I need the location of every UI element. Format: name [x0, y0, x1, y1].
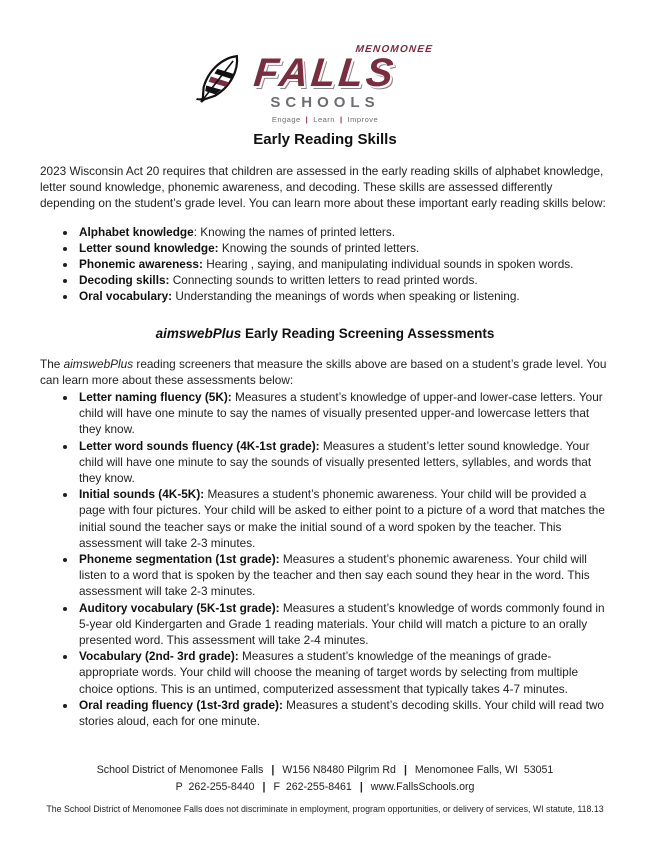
- document-body: [0, 163, 650, 729]
- skill-term: Phonemic awareness:: [79, 257, 203, 272]
- feather-icon: [193, 48, 245, 110]
- list-item: [77, 438, 610, 487]
- nondiscrimination-statement: The School District of Menomonee Falls does not discriminate in employment, program opportunities, or delivery of services, WI statute, 118.13: [46, 804, 604, 814]
- footer-line-1: [0, 762, 650, 779]
- street-address: W156 N8480 Pilgrim Rd: [282, 764, 396, 776]
- list-item: [77, 256, 610, 272]
- list-item: [77, 288, 610, 304]
- skill-term: Decoding skills:: [79, 273, 170, 288]
- reading-skills-list: [40, 224, 610, 305]
- assessment-desc: Measures a student’s knowledge of the meanings of grade-appropriate words. Your child will choose the meaning of target words by selecting from multiple choice options. This is an untimed, computerized assessment that typically takes 4-7 minutes.: [79, 649, 579, 696]
- para-pre: The: [40, 356, 64, 371]
- page-title: Early Reading Skills: [253, 131, 397, 148]
- fax-number: F 262-255-8461: [273, 781, 352, 793]
- heading-rest: Early Reading Screening Assessments: [241, 325, 495, 341]
- assessments-list: [40, 389, 610, 729]
- list-item: [77, 551, 610, 600]
- tagline-pipe: |: [305, 115, 309, 124]
- intro-paragraph: 2023 Wisconsin Act 20 requires that children are assessed in the early reading skills of alphabet knowledge, letter sound knowledge, phonemic awareness, and decoding. These skills are assessed differently depending on the student’s grade level. You can learn more about these important early reading skills below:: [40, 164, 606, 211]
- para-rest: reading screeners that measure the skills above are based on a student’s grade level. You can learn more about these assessments below:: [40, 356, 607, 387]
- school-logo: [205, 44, 445, 124]
- district-name: School District of Menomonee Falls: [96, 764, 264, 776]
- footer-pipe: |: [359, 781, 363, 793]
- list-item: [77, 272, 610, 288]
- skill-desc: Hearing , saying, and manipulating individual sounds in spoken words.: [202, 257, 574, 272]
- skill-desc: Knowing the sounds of printed letters.: [218, 240, 420, 255]
- skill-term: Oral vocabulary:: [79, 289, 173, 304]
- list-item: [77, 648, 610, 697]
- tagline-word: Improve: [347, 115, 379, 124]
- footer-pipe: |: [271, 764, 275, 776]
- assessment-term: Oral reading fluency (1st-3rd grade):: [79, 697, 283, 712]
- skill-term: Alphabet knowledge: [79, 224, 194, 239]
- tagline-pipe: |: [339, 115, 343, 124]
- list-item: [77, 486, 610, 551]
- assessment-desc: Measures a student’s phonemic awareness. Your child will be provided a page with four pictures. Your child will be asked to either point to a picture of a word that matches the initial sound the teacher says or make the initial sound of a word spoken by the teacher. This assessment will take 2-3 minutes.: [79, 487, 605, 550]
- section-heading: [40, 326, 610, 341]
- assessment-desc: Measures a student’s knowledge of upper-and lower-case letters. Your child will have one minute to say the names of visually presented upper-and lowercase letters that they know.: [79, 390, 603, 437]
- assessment-desc: Measures a student’s knowledge of words commonly found in 5-year old Kindergarten and Grade 1 reading materials. Your child will match a picture to an orally presented word. This assessment will take 2-4 minutes.: [79, 600, 605, 648]
- skill-desc: Understanding the meanings of words when speaking or listening.: [172, 289, 520, 304]
- assessment-term: Phoneme segmentation (1st grade):: [79, 552, 280, 567]
- tagline-word: Learn: [313, 115, 335, 124]
- list-item: [77, 697, 610, 729]
- assessment-term: Initial sounds (4K-5K):: [79, 487, 205, 502]
- footer-line-2: [0, 779, 650, 796]
- city-state-zip: Menomonee Falls, WI 53051: [414, 764, 554, 776]
- skill-desc: Connecting sounds to written letters to read printed words.: [169, 273, 478, 288]
- assessment-term: Auditory vocabulary (5K-1st grade):: [79, 600, 280, 615]
- assessment-term: Letter word sounds fluency (4K-1st grade):: [79, 438, 320, 453]
- phone-number: P 262-255-8440: [175, 781, 255, 793]
- heading-brand: aimswebPlus: [155, 325, 242, 341]
- logo-menomonee: MENOMONEE: [354, 44, 434, 55]
- assessments-paragraph: [40, 356, 610, 388]
- footer-pipe: |: [403, 764, 407, 776]
- footer-contact: [0, 762, 650, 796]
- list-item: [77, 600, 610, 649]
- para-brand: aimswebPlus: [63, 356, 134, 371]
- logo-falls: FALLS: [251, 51, 399, 95]
- website-url: www.FallsSchools.org: [370, 781, 475, 793]
- tagline-word: Engage: [271, 115, 301, 124]
- skill-desc: : Knowing the names of printed letters.: [193, 224, 396, 239]
- assessment-term: Vocabulary (2nd- 3rd grade):: [79, 649, 239, 664]
- list-item: [77, 224, 610, 240]
- logo-tagline: [205, 115, 445, 124]
- logo-schools: SCHOOLS: [270, 94, 380, 111]
- assessment-desc: Measures a student’s letter sound knowledge. Your child will have one minute to say the sounds of visually presented letters, syllables, and words that they know.: [79, 438, 592, 486]
- footer-pipe: |: [262, 781, 266, 793]
- assessment-desc: Measures a student’s phonemic awareness. Your child will listen to a word that is spoken by the teacher and then say each sound they hear in the word. This assessment will take 2-3 minutes.: [79, 552, 590, 599]
- assessment-term: Letter naming fluency (5K):: [79, 390, 232, 405]
- list-item: [77, 240, 610, 256]
- list-item: [77, 389, 610, 438]
- skill-term: Letter sound knowledge:: [79, 240, 219, 255]
- assessment-desc: Measures a student’s decoding skills. Your child will read two stories aloud, each for one minute.: [79, 697, 604, 729]
